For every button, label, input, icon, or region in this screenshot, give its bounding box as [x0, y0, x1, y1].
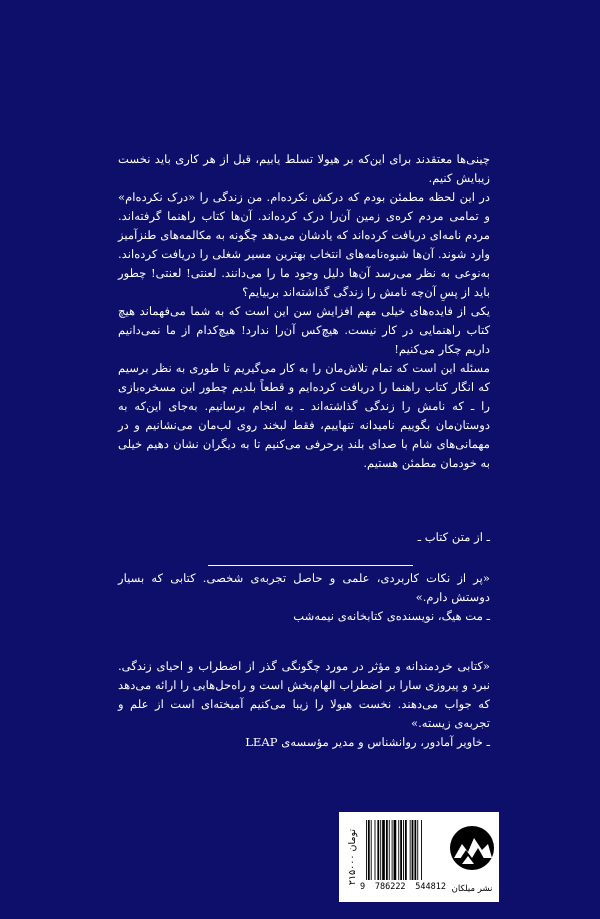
- barcode-bar: [377, 820, 379, 880]
- divider-line: [208, 565, 413, 566]
- isbn-digit-group-3: 544812: [415, 882, 446, 892]
- isbn-digit-group-2: 786222: [374, 882, 406, 892]
- review-2-quote: «کتابی خردمندانه و مؤثر در مورد چگونگی گذر از اضطراب و احیای زندگی. نبرد و پیروزی سارا بر اضطراب الهام‌بخش است و راه‌حل‌هایی را ارائه می‌دهد که جواب می‌دهند. نخست هیولا را زیبا می‌کنیم آمیخته‌ای است از علم و تجربه‌ی زیسته.»: [118, 659, 490, 730]
- excerpt-paragraph-1: چینی‌ها معتقدند برای این‌که بر هیولا تسلط یابیم، قبل از هر کاری باید نخست زیبایش کنیم.: [118, 152, 490, 185]
- barcode-bar: [414, 820, 416, 880]
- barcode-bar: [394, 820, 397, 880]
- isbn-digit-group-1: 9: [360, 882, 366, 892]
- barcode-bar: [410, 820, 411, 880]
- excerpt-source: ـ از متن کتاب ـ: [417, 530, 490, 544]
- barcode-bar: [400, 820, 402, 880]
- price-text: ۲۱۵۰۰۰ تومان: [346, 828, 358, 886]
- barcode-bar: [371, 820, 372, 880]
- barcode-bar: [421, 820, 422, 880]
- excerpt-paragraph-3: یکی از فایده‌های خیلی مهم افزایش سن این است که به شما می‌فهماند هیچ کتاب راهنمایی در کار نیست. هیچ‌کس آن‌را ندارد! هیچ‌کدام از ما نمی‌دانیم داریم چکار می‌کنیم!: [118, 304, 490, 356]
- review-2-attribution: ـ خاویر آمادور، روانشناس و مدیر مؤسسه‌ی LEAP: [245, 735, 490, 749]
- barcode-bar: [403, 820, 404, 880]
- barcode-bar: [398, 820, 399, 880]
- publisher-name: نشر میلکان: [451, 884, 493, 894]
- barcode-bar: [366, 820, 367, 880]
- excerpt-paragraph-2: در این لحظه مطمئن بودم که درکش نکرده‌ام. من زندگی را «درک نکرده‌ام» و تمامی مردم کره‌ی زمین آن‌را درک کرده‌اند. آن‌ها کتاب راهنما گرفته‌اند. مردم نامه‌ای دریافت کرده‌اند که یادشان می‌دهد چگونه به مکالمه‌های طنزآمیز وارد شوند. آن‌ها شیوه‌نامه‌های انتخاب بهترین مسیر شغلی را دریافت کرده‌اند. به‌نوعی به نظر می‌رسد آن‌ها دلیل وجود ما را می‌دانند. لعنتی! لعنتی! چطور باید از پسِ آن‌چه نامش را زندگی گذاشته‌اند بربیایم؟: [118, 190, 490, 299]
- barcode-bar: [412, 820, 414, 880]
- barcode-bar: [375, 820, 376, 880]
- review-1-quote: «پر از نکات کاربردی، علمی و حاصل تجربه‌ی شخصی. کتابی که بسیار دوستش دارم.»: [118, 571, 490, 604]
- barcode-icon: [365, 820, 443, 880]
- barcode-bar: [389, 820, 390, 880]
- publisher-mountain-logo-icon: [448, 818, 496, 882]
- isbn-digits: [360, 882, 446, 894]
- barcode-bar: [386, 820, 388, 880]
- review-1: [118, 569, 490, 626]
- barcode-bar: [368, 820, 370, 880]
- barcode-bar: [382, 820, 385, 880]
- review-2: [118, 657, 490, 752]
- barcode-bar: [417, 820, 418, 880]
- barcode-bar: [392, 820, 393, 880]
- review-1-attribution: ـ مت هیگ، نویسنده‌ی کتابخانه‌ی نیمه‌شب: [293, 609, 490, 623]
- main-excerpt: [118, 150, 490, 473]
- barcode-bar: [405, 820, 407, 880]
- excerpt-paragraph-4: مسئله این است که تمام تلاش‌مان را به کار می‌گیریم تا طوری به نظر برسیم که انگار کتاب راهنما را دریافت کرده‌ایم و قطعاً بلدیم چطور این مسخره‌بازی را ـ که نامش را زندگی گذاشته‌اند ـ به انجام برسانیم. به‌جای این‌که به دوستان‌مان بگوییم نامیدانه تنهاییم، فقط لبخند روی لب‌مان می‌نشانیم و در مهمانی‌های شام با صدای بلند پرحرفی می‌کنیم تا به دیگران نشان دهیم خیلی به خودمان مطمئن هستیم.: [118, 361, 490, 470]
- barcode-bar: [380, 820, 381, 880]
- price-label: [342, 815, 362, 899]
